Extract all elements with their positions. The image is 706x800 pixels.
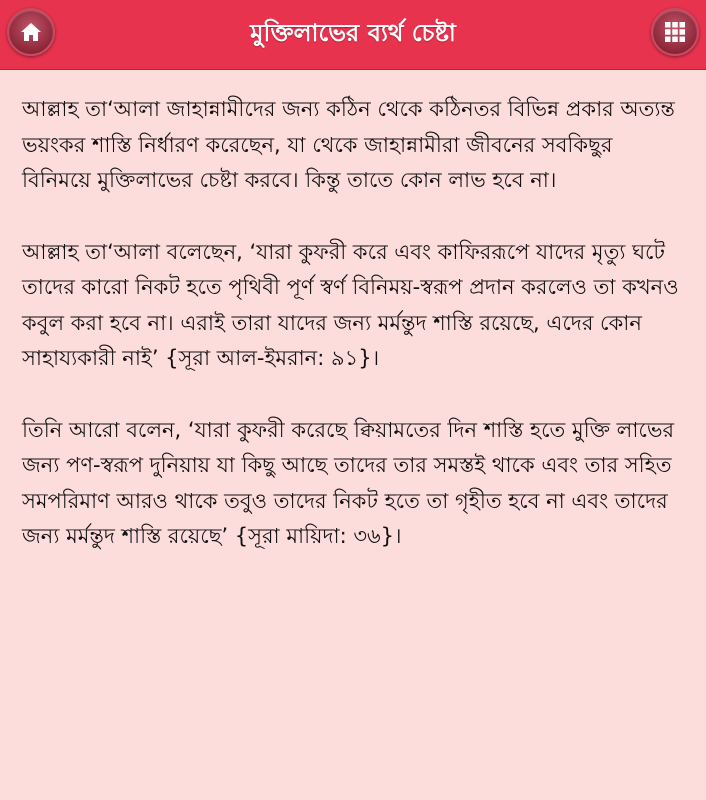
paragraph-2: আল্লাহ তা‘আলা বলেছেন, ‘যারা কুফরী করে এবং কাফিররূপে যাদের মৃত্যু ঘটে তাদের কারো নিকট হতে পৃথিবী পূর্ণ স্বর্ণ বিনিময়-স্বরূপ প্রদান করলেও তা কখনও কবুল করা হবে না। এরাই তারা যাদের জন্য মর্মন্তুদ শাস্তি রয়েছে, এদের কোন সাহায্যকারী নাই’ {সূরা আল-ইমরান: ৯১}।	[22, 239, 679, 370]
paragraph-1: আল্লাহ তা‘আলা জাহান্নামীদের জন্য কঠিন থেকে কঠিনতর বিভিন্ন প্রকার অত্যন্ত ভয়ংকর শাস্তি নির্ধারণ করেছেন, যা থেকে জাহান্নামীরা জীবনের সবকিছুর বিনিময়ে মুক্তিলাভের চেষ্টা করবে। কিন্তু তাতে কোন লাভ হবে না।	[22, 97, 675, 192]
app-header	[0, 0, 706, 70]
paragraph-3: তিনি আরো বলেন, ‘যারা কুফরী করেছে ক্বিয়ামতের দিন শাস্তি হতে মুক্তি লাভের জন্য পণ-স্বরূপ দুনিয়ায় যা কিছু আছে তাদের তার সমস্তই থাকে এবং তার সহিত সমপরিমাণ আরও থাকে তবুও তাদের নিকট হতে তা গৃহীত হবে না এবং তাদের জন্য মর্মন্তুদ শাস্তি রয়েছে’ {সূরা মায়িদা: ৩৬}।	[22, 417, 675, 548]
article-body	[0, 70, 706, 555]
grid-icon	[663, 20, 687, 44]
menu-button[interactable]	[651, 8, 699, 56]
page-title: মুক্তিলাভের ব্যর্থ চেষ্টা	[250, 19, 456, 47]
